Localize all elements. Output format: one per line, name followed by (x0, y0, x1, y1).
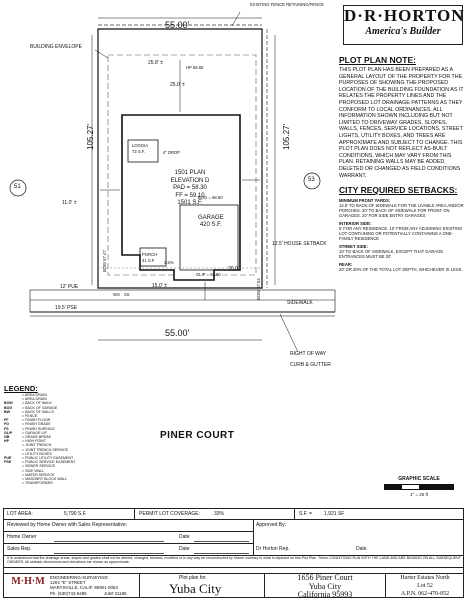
drop-label: 4" DROP (163, 150, 181, 155)
legend-description: = FINISH FLOOR (22, 418, 51, 423)
job-number: Job# 21185 (104, 591, 127, 596)
street-name: PINER COURT (160, 430, 235, 441)
subdivision-block (387, 574, 463, 598)
right-of-way-label: RIGHT OF WAY (290, 351, 327, 357)
legend-code: PUE (4, 456, 12, 461)
setback-heading: INTERIOR SIDE: (339, 221, 372, 227)
legend (4, 384, 104, 485)
scale-text: 1" = 20 ft (410, 492, 428, 497)
water-service-label: WS (113, 292, 120, 297)
bow-left: BOW 57.47 (102, 250, 107, 272)
curb-gutter-label: CURB & GUTTER (290, 362, 331, 368)
side-right-dim: 20.0' (228, 266, 239, 272)
top-dimension: 55.00' (165, 20, 190, 30)
plot-plan-note-title: PLOT PLAN NOTE: (339, 55, 416, 65)
building-envelope-label: BUILDING ENVELOPE (30, 44, 82, 50)
legend-code: GB (4, 435, 10, 440)
firm-address-2: MARYSVILLE, CALIF. 95901-0053 (50, 585, 118, 591)
right-side-dimension: 105.27' (282, 124, 291, 150)
sf-label: S.F. = (299, 511, 312, 517)
brand-name: D·R·HORTON (344, 6, 465, 25)
setbacks-list (339, 198, 465, 272)
house-sf: 1501 S.F. (177, 200, 203, 206)
reviewed-label: Reviewed by Home Owner with Sales Representative: (7, 522, 128, 528)
firm-address-1: 1204 "E" STREET (50, 580, 86, 586)
legend-description: = JOINT TRENCH SERVICE (22, 447, 69, 452)
legend-code: GLIP (4, 430, 13, 435)
legend-description: = AREA DRAIN (22, 393, 47, 397)
existing-fence-label: EXISTING FENCE RETAINING/FENCE (250, 2, 324, 7)
legend-description: = BACK OF WALLS (22, 409, 54, 414)
legend-description: = HIGH POINT (22, 439, 47, 444)
lot-number: Lot 52 (417, 583, 433, 589)
legend-description: = FENCE (22, 414, 38, 419)
loggia-sf: 72 S.F. (132, 149, 146, 154)
plan-elevation: ELEVATION D (170, 177, 210, 184)
legend-code: FG (4, 422, 9, 427)
legend-description: = JOINT TRENCH (22, 443, 52, 448)
garage-sf: 420 S.F. (199, 222, 222, 228)
legend-rows (4, 393, 104, 485)
pse-label: 19.5' PSE (55, 305, 78, 311)
graphic-scale-title: GRAPHIC SCALE (398, 476, 440, 482)
title-block (3, 508, 464, 598)
sales-rep-date-field[interactable] (194, 545, 249, 554)
sewer-service-label: SS (124, 292, 130, 297)
horton-rep-label: Dr Horton Rep. (256, 546, 290, 552)
legend-description: = FINISH SURFACE (22, 426, 55, 431)
legend-code: PSE (4, 460, 12, 465)
legend-row (4, 481, 104, 485)
setback-text: 20' OR 20% OF THE TOTAL LOT DEPTH, WHICHEVER IS LESS. (339, 267, 463, 273)
legend-code: BOW (4, 401, 13, 406)
plot-plan-note-body: THIS PLOT PLAN HAS BEEN PREPARED AS A GENERAL LAYOUT OF THE PROPERTY FOR THE PURPOSES OF SHOWING THE PROPOSED LOCATION OF THE BUILDING FOUNDATION AS IT RELATES THE PROPERTY LINES AND THE PROPOSED LOT DRAINAGE PATTERNS AS THEY CONFORM TO LOCAL ORDINANCES. ALL INFORMATION SHOWN INCLUDING BUT NOT LIMITED TO DRIVEWAY GRADES, SLOPES, WALLS, FENCES, SERVICE LOCATIONS, STREET LIGHTS, UTILITY BOXES, AND TREES ARE APPROXIMATE AND SUBJECT TO CHANGE. THIS PLOT PLAN DOES NOT REFLECT AS-BUILT CONDITIONS, WHICH MAY VARY FROM THIS PLAN. RETAINING WALLS MAY BE ADDED, DELETED OR CHANGED AS FIELD CONDITIONS WARRANT. (339, 67, 464, 179)
subdivision-name: Harter Estates North (400, 575, 450, 581)
lot-area-label: LOT AREA: (7, 511, 33, 517)
city-title: Yuba City (169, 581, 222, 596)
envelope-leader (95, 50, 108, 58)
home-owner-field[interactable] (54, 533, 164, 542)
home-owner-date-label: Date (179, 534, 190, 540)
legend-description: = UTILITY BOXES (22, 451, 52, 456)
legend-description: = GARAGE LIP (22, 430, 47, 435)
sf-value: 1,921 SF (324, 511, 345, 517)
lot-area-value: 5,790 S.F. (64, 511, 87, 517)
home-owner-label: Home Owner (7, 534, 37, 540)
legend-description: = GRADE BREAK (22, 435, 52, 440)
graphic-scale (384, 476, 454, 497)
house-setback-label: 12.5' HOUSE SETBACK (272, 241, 327, 247)
hp-elevation: HP 58.60 (186, 65, 204, 70)
address-line-1: 1656 Piner Court (297, 573, 353, 582)
address-line-2: Yuba City (308, 581, 342, 591)
finish-floor: FF = 59.10 (175, 192, 205, 199)
glip-elevation: GLIP = 58.60 (196, 272, 221, 277)
garage-gap-dim: 25.0' ± (170, 82, 185, 88)
legend-code: BOG (4, 405, 13, 410)
sidewalk-label: SIDEWALK (287, 300, 313, 306)
legend-code: BW (4, 409, 10, 414)
setback-text: 5' FOR ANY RESIDENCE. 10' FROM ANY ADJOINING EXISTING LOT CONTAINING OR POTENTIALLY CONTAINING A ONE-FAMILY RESIDENCE (339, 226, 463, 242)
house-plan-block (160, 170, 220, 208)
notes-panel (339, 55, 465, 272)
lot-51-label: 51 (14, 184, 21, 190)
pue-label: 12' PUE (60, 284, 79, 290)
legend-description: = SEWER SERVICE (22, 464, 55, 469)
row-leader (280, 314, 298, 352)
legend-description: = BACK OF GARAGE (22, 405, 58, 410)
legend-code: HP (4, 439, 9, 444)
dr-horton-logo (343, 5, 463, 45)
garage-label: GARAGE (198, 215, 224, 221)
porch-label: PORCH (142, 252, 158, 257)
legend-description: = FINISH GRADE (22, 422, 51, 427)
legend-code: FF (4, 418, 9, 423)
legend-description: = AREA DRAIN (22, 397, 47, 402)
setback-heading: MINIMUM FRONT YARDS: (339, 198, 391, 204)
legend-code (4, 481, 19, 485)
firm-phone: Ph. (530)742-6485 (50, 590, 87, 596)
garage-block (198, 215, 224, 229)
legend-description: = BACK OF WALK (22, 401, 52, 406)
setback-heading: REAR: (339, 262, 353, 268)
sales-rep-date-label: Date (179, 546, 190, 552)
apn: A.P.N. 062-470-052 (400, 591, 450, 597)
brand-tagline: America's Builder (365, 26, 441, 37)
bog-elevation: BOG = 58.60 (198, 195, 223, 200)
bow-right: BOW 57.54 (256, 278, 261, 300)
loggia-label: LOGGIA (132, 143, 149, 148)
coverage-value: 33% (214, 511, 225, 517)
legend-description: = SIDE WALL (22, 468, 45, 473)
setback-text: 12.5' TO BACK OF SIDEWALK FOR THE LIVABLE AREA AND/OR PORCHES. 20' TO BACK OF SIDEWALK FOR FRONT ON GARAGES. 20' FOR SIDE ENTRY GARAGES (339, 203, 464, 219)
sales-rep-label: Sales Rep. (7, 546, 32, 552)
plot-plan-for: Plot plan for (179, 575, 206, 581)
coverage-label: PERMIT LOT COVERAGE: (139, 511, 200, 517)
fence-leader (232, 12, 240, 26)
legend-description: = WATER SERVICE (22, 472, 55, 477)
side-left-dim: 11.0' ± (62, 200, 77, 206)
horton-rep-date-label: Date (356, 546, 367, 552)
home-owner-date-field[interactable] (194, 533, 249, 542)
legend-description: = PUBLIC SERVICE EASEMENT (22, 460, 76, 465)
pad-elevation: PAD = 58.30 (173, 185, 207, 191)
left-side-dimension: 105.27' (86, 124, 95, 150)
plan-name: 1501 PLAN (174, 170, 206, 176)
setback-text: 10' TO BACK OF SIDEWALK, EXCEPT THAT GARAGE ENTRANCES MUST BE 20' (339, 249, 444, 260)
disclaimer: It is understood that the drainage areas, slopes and grades shall not be altered, changed, blocked, modified or in any way be reconstructed by Owner contrary to what is depicted on this Plot Plan. These CONDITIONS RUN WITH THE LAND AND ARE BINDING ON ALL SUBSEQUENT OWNERS. All setback dimensions and elevations are shown as approximate. (7, 556, 461, 565)
legend-description: = MASONRY BLOCK WALL (22, 477, 67, 482)
slope-label: 3.5% (164, 260, 174, 265)
firm-name: ENGINEERING-SURVEYING (50, 575, 108, 580)
legend-description: = PUBLIC UTILITY EASEMENT (22, 456, 74, 461)
legend-description: = TRANSFORMER (22, 481, 53, 486)
firm-logo-text: M·H·M (11, 576, 45, 587)
front-setback-dim: 25.8' ± (148, 60, 163, 66)
legend-title: LEGEND: (4, 384, 38, 393)
setbacks-title: CITY REQUIRED SETBACKS: (339, 185, 458, 196)
legend-code: FS (4, 426, 9, 431)
property-address (266, 574, 384, 600)
firm-logo (8, 576, 48, 587)
address-line-3: California 95993 (297, 590, 353, 599)
setback-heading: STREET SIDE: (339, 244, 368, 250)
rear-dim: 15.0' ± (152, 283, 167, 289)
sales-rep-field[interactable] (54, 545, 164, 554)
scale-bar (384, 484, 454, 490)
approved-label: Approved By: (256, 522, 287, 528)
porch-sf: 41 S.F. (142, 258, 156, 263)
lot-53-label: 53 (308, 177, 315, 183)
bottom-dimension: 55.00' (165, 328, 190, 338)
